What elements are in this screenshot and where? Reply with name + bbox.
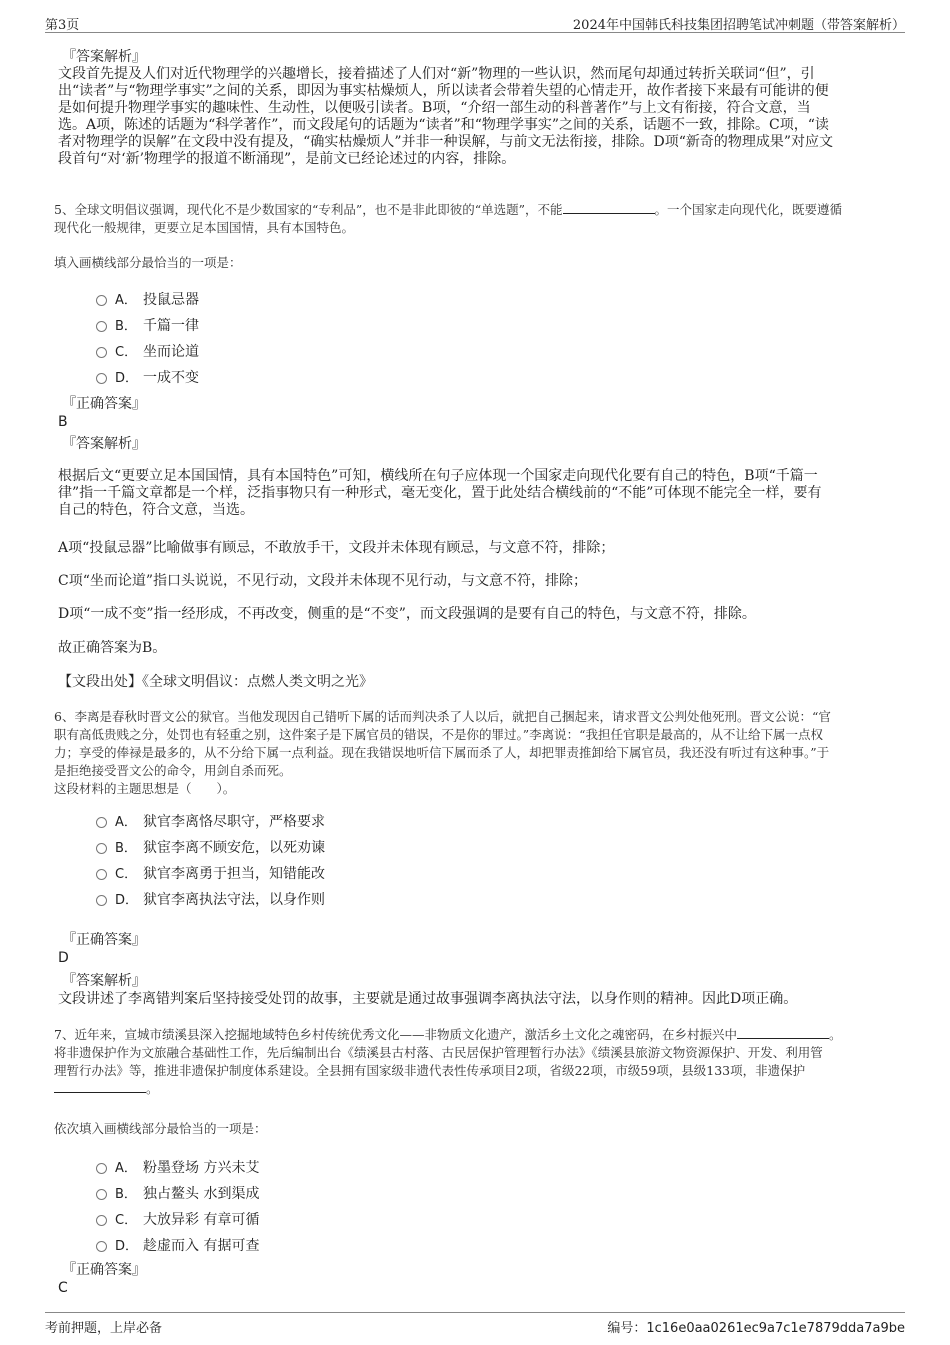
q7-stem [54, 1026, 841, 1098]
option-text: 狱官李离执法守法，以身作则 [143, 892, 325, 908]
option-text: 狱官李离勇于担当，知错能改 [143, 866, 325, 882]
answer-blank [563, 201, 655, 214]
option-letter: D． [115, 371, 139, 386]
q4-analysis-line: 选。A项，陈述的话题为“科学著作”，而文段尾句的话题为“读者”和“物理学事实”之间的关系，话题不一致，排除。C项，“读 [58, 117, 829, 133]
option-letter: C． [115, 867, 138, 882]
q6-analysis: 文段讲述了李离错判案后坚持接受处罚的故事，主要就是通过故事强调李离执法守法，以身作则的精神。因此D项正确。 [58, 991, 798, 1007]
q6-stem [54, 708, 831, 798]
option-letter: B． [115, 1187, 137, 1202]
q4-analysis-line: 者对物理学的误解”在文段中没有提及，“确实枯燥烦人”并非一种误解，与前文无法衔接，排除。D项“新奇的物理成果”对应文 [58, 134, 834, 150]
q4-analysis-label: 『答案解析』 [62, 49, 146, 65]
radio-icon[interactable] [96, 817, 107, 828]
q7-option-b[interactable] [96, 1183, 259, 1203]
option-text: 坐而论道 [143, 344, 199, 360]
page-header [45, 12, 905, 33]
option-letter: B． [115, 841, 137, 856]
q4-analysis-line: 是如何提升物理学事实的趣味性、生动性，以便吸引读者。B项，“介绍一部生动的科普著作”与上文有衔接，符合文意，当 [58, 100, 811, 116]
q5-prompt: 填入画横线部分最恰当的一项是： [54, 255, 242, 270]
q6-option-b[interactable] [96, 837, 325, 857]
option-text: 粉墨登场 方兴未艾 [143, 1160, 260, 1176]
q6-stem-line: 6、李离是春秋时晋文公的狱官。当他发现因自己错听下属的话而判决杀了人以后，就把自己捆起来，请求晋文公判处他死刑。晋文公说：“官 [54, 709, 831, 724]
radio-icon[interactable] [96, 1241, 107, 1252]
radio-icon[interactable] [96, 295, 107, 306]
option-text: 一成不变 [143, 370, 199, 386]
q5-option-d[interactable] [96, 367, 199, 387]
option-letter: C． [115, 1213, 138, 1228]
q6-answer: D [58, 950, 69, 966]
q7-option-d[interactable] [96, 1235, 259, 1255]
q5-analysis-line: 自己的特色，符合文意，当选。 [58, 502, 254, 518]
radio-icon[interactable] [96, 347, 107, 358]
q5-option-a[interactable] [96, 289, 199, 309]
q4-analysis-line: 段首句“对‘新’物理学的报道不断涌现”，是前文已经论述过的内容，排除。 [58, 151, 516, 167]
option-text: 千篇一律 [143, 318, 199, 334]
page-footer [45, 1312, 905, 1339]
radio-icon[interactable] [96, 843, 107, 854]
option-text: 独占鳌头 水到渠成 [143, 1186, 260, 1202]
q7-prompt: 依次填入画横线部分最恰当的一项是： [54, 1121, 267, 1136]
option-letter: B． [115, 319, 137, 334]
page-number: 第3页 [45, 18, 80, 33]
q6-option-c[interactable] [96, 863, 325, 883]
q5-para-a: A项“投鼠忌器”比喻做事有顾忌，不敢放手干，文段并未体现有顾忌，与文意不符，排除； [58, 540, 615, 556]
option-letter: D． [115, 1239, 139, 1254]
q4-analysis [58, 66, 833, 168]
radio-icon[interactable] [96, 895, 107, 906]
q7-option-c[interactable] [96, 1209, 259, 1229]
q5-analysis [58, 468, 821, 519]
option-letter: A． [115, 815, 137, 830]
q5-answer: B [58, 414, 68, 430]
option-letter: A． [115, 1161, 137, 1176]
q6-option-a[interactable] [96, 811, 325, 831]
q5-option-c[interactable] [96, 341, 199, 361]
q4-analysis-line: 文段首先提及人们对近代物理学的兴趣增长，接着描述了人们对“新”物理的一些认识，然而尾句却通过转折关联词“但”，引 [58, 66, 815, 82]
q7-stem-line: 将非遗保护作为文旅融合基础性工作，先后编制出台《绩溪县古村落、古民居保护管理暂行办法》《绩溪县旅游文物资源保护、开发、利用管 [54, 1045, 823, 1060]
q4-analysis-line: 出“读者”与“物理学事实”之间的关系，即因为事实枯燥烦人，所以读者会带着失望的心情走开，故作者接下来最有可能讲的便 [58, 83, 829, 99]
answer-blank [737, 1026, 829, 1039]
q5-para-c: C项“坐而论道”指口头说说，不见行动，文段并未体现不见行动，与文意不符，排除； [58, 573, 588, 589]
q7-stem-text: 。 [146, 1081, 159, 1096]
q6-stem-line: 职有高低贵贱之分，处罚也有轻重之别，这件案子是下属官员的错误，不是你的罪过。”李离说：“我担任官职是最高的，从不让给下属一点权 [54, 727, 824, 742]
q7-stem-line: 理暂行办法》等，推进非遗保护制度体系建设。全县拥有国家级非遗代表性传承项目2项，省级22项，市级59项，县级133项，非遗保护 [54, 1063, 806, 1078]
q5-analysis-line: 律”指一千篇文章都是一个样，泛指事物只有一种形式，毫无变化，置于此处结合横线前的“不能”可体现不能完全一样，要有 [58, 485, 822, 501]
option-text: 投鼠忌器 [143, 292, 199, 308]
q5-analysis-line: 根据后文“更要立足本国国情，具有本国特色”可知，横线所在句子应体现一个国家走向现代化要有自己的特色，B项“千篇一 [58, 468, 818, 484]
footer-slogan: 考前押题，上岸必备 [45, 1321, 163, 1336]
radio-icon[interactable] [96, 869, 107, 880]
radio-icon[interactable] [96, 1215, 107, 1226]
q5-stem-text: 。一个国家走向现代化，既要遵循 [654, 202, 843, 217]
q6-answer-label: 『正确答案』 [62, 932, 146, 948]
radio-icon[interactable] [96, 373, 107, 384]
footer-code-label: 编号： [607, 1321, 647, 1336]
q7-option-a[interactable] [96, 1157, 259, 1177]
q5-stem [54, 201, 842, 237]
answer-blank [54, 1080, 146, 1093]
radio-icon[interactable] [96, 1163, 107, 1174]
option-text: 趁虚而入 有据可查 [143, 1238, 260, 1254]
option-letter: A． [115, 293, 137, 308]
q5-source: 【文段出处】《全球文明倡议：点燃人类文明之光》 [58, 674, 373, 690]
radio-icon[interactable] [96, 321, 107, 332]
q6-stem-line: 是拒绝接受晋文公的命令，用剑自杀而死。 [54, 763, 292, 778]
q7-answer-label: 『正确答案』 [62, 1262, 146, 1278]
q6-option-d[interactable] [96, 889, 325, 909]
q5-stem-text: 5、全球文明倡议强调，现代化不是少数国家的“专利品”，也不是非此即彼的“单选题”，不能 [54, 202, 563, 217]
option-text: 大放异彩 有章可循 [143, 1212, 260, 1228]
q5-answer-label: 『正确答案』 [62, 396, 146, 412]
q6-stem-line: 力；享受的俸禄是最多的，从不分给下属一点利益。现在我错误地听信下属而杀了人，却把罪责推卸给下属官员，我还没有听过有这种事。”于 [54, 745, 830, 760]
q7-stem-text: 。 [828, 1027, 842, 1042]
document-title: 2024年中国韩氏科技集团招聘笔试冲刺题（带答案解析） [572, 18, 905, 33]
footer-code-value: 1c16e0aa0261ec9a7c1e7879dda7a9be [646, 1321, 905, 1336]
q7-answer: C [58, 1280, 68, 1296]
q5-analysis-label: 『答案解析』 [62, 436, 146, 452]
q6-analysis-label: 『答案解析』 [62, 973, 146, 989]
footer-code [607, 1317, 905, 1336]
q5-option-b[interactable] [96, 315, 199, 335]
q5-conclusion: 故正确答案为B。 [58, 640, 167, 656]
q5-para-d: D项“一成不变”指一经形成，不再改变，侧重的是“不变”，而文段强调的是要有自己的特色，与文意不符，排除。 [58, 606, 756, 622]
option-letter: D． [115, 893, 139, 908]
q7-stem-text: 7、近年来，宣城市绩溪县深入挖掘地域特色乡村传统优秀文化——非物质文化遗产，激活乡土文化之魂密码，在乡村振兴中 [54, 1027, 737, 1042]
q5-stem-line: 现代化一般规律，更要立足本国国情，具有本国特色。 [54, 220, 355, 235]
q6-stem-line: 这段材料的主题思想是（ ）。 [54, 781, 236, 796]
option-text: 狱官李离恪尽职守，严格要求 [143, 814, 325, 830]
radio-icon[interactable] [96, 1189, 107, 1200]
option-text: 狱宦李离不顾安危，以死劝谏 [143, 840, 325, 856]
option-letter: C． [115, 345, 138, 360]
